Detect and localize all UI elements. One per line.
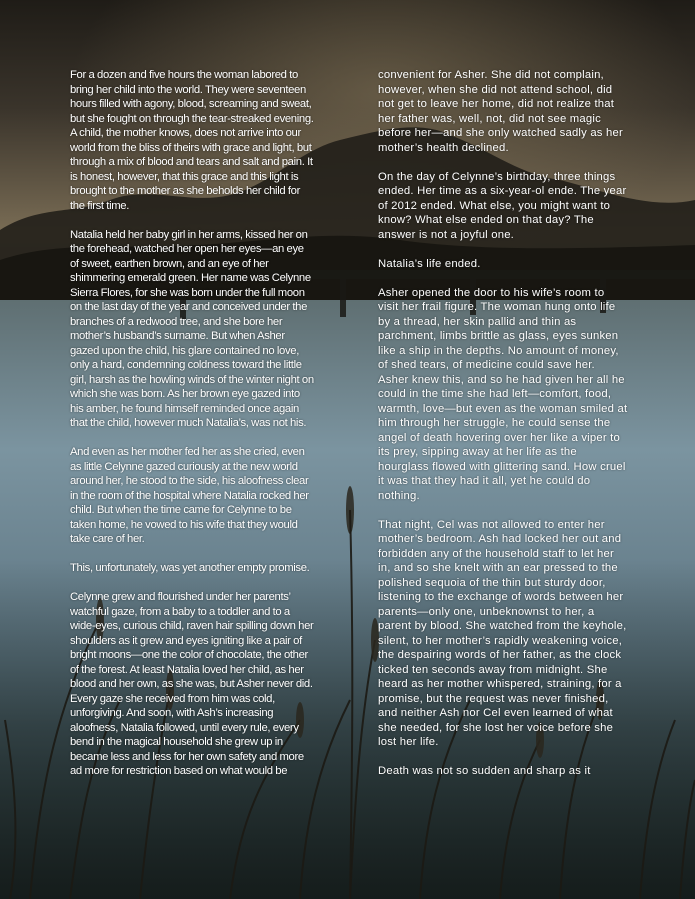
story-column-right [378, 68, 628, 793]
paragraph: Death was not so sudden and sharp as it [378, 765, 591, 777]
paragraph: On the day of Celynne’s birthday, three things ended. Her time as a six-year-ol ende. The year of 2012 ended. What else, you might want to know? What else ended on that day? The answer is not a joyful one. [378, 170, 627, 241]
paragraph: For a dozen and five hours the woman labored to bring her child into the world. They were seventeen hours filled with agony, blood, screaming and sweat, but she fought on through the tear-streaked evening. A child, the mother knows, does not arrive into our world from the bliss of theirs with grace and light, but through a mix of blood and tears and salt and pain. It is honest, however, that this grace and this light is brought to the mother as she beholds her child for the first time. [70, 69, 314, 212]
paragraph: Asher opened the door to his wife’s room to visit her frail figure. The woman hung onto life by a thread, her skin pallid and thin as parchment, limbs brittle as glass, eyes sunken like a ship in the depths. No amount of money, of shed tears, of medicine could save her. Asher knew this, and so he had given her all he could in the time she had left—comfort, food, warmth, love—but even as the woman smiled at him through her struggle, he could sense the angel of death hovering over her like a viper to its prey, sipping away at her life as the hourglass flowed with glittering sand. How cruel it was that they had it all, yet he could do nothing. [378, 286, 628, 502]
paragraph: Celynne grew and flourished under her parents’ watchful gaze, from a baby to a toddler and to a wide-eyes, curious child, raven hair spilling down her shoulders as it grew and eyes igniting like a pair of bright moons—one the color of chocolate, the other of the forest. At least Natalia loved her child, as her blood and her own, as she was, but Asher never did. Every gaze she received from him was cold, unforgiving. And soon, with Ash’s increasing aloofness, Natalia followed, until every rule, every bend in the magical household she grew up in became less and less for her own safety and more ad more for restriction based on what would be [70, 591, 314, 777]
paragraph: Natalia held her baby girl in her arms, kissed her on the forehead, watched her open her eyes—an eye of sweet, earthen brown, and an eye of her shimmering emerald green. Her name was Celynne Sierra Flores, for she was born under the full moon on the last day of the year and conceived under the branches of a redwood tree, and she bore her mother’s husband’s surname. But when Asher gazed upon the child, his glare contained no love, only a hard, condemning coldness toward the little girl, harsh as the howling winds of the winter night on which she was born. As her brown eye gazed into his amber, he found himself reminded once again that the child, however much Natalia’s, was not his. [70, 228, 314, 429]
paragraph: Natalia’s life ended. [378, 257, 481, 270]
paragraph: And even as her mother fed her as she cried, even as little Celynne gazed curiously at the new world around her, he stood to the side, his aloofness clear in the room of the hospital where Natalia rocked her child. But when the time came for Celynne to be taken home, he vowed to his wife that they would take care of her. [70, 446, 309, 545]
paragraph: convenient for Asher. She did not complain, however, when she did not attend school, did not get to leave her home, did not realize that her father was, well, not, did not see magic before her—and she only watched sadly as her mother’s health declined. [378, 69, 623, 154]
story-column-left [70, 68, 315, 793]
paragraph: That night, Cel was not allowed to enter her mother’s bedroom. Ash had locked her out and forbidden any of the household staff to let her in, and so she knelt with an ear pressed to the polished sequoia of the thin but sturdy door, listening to the exchange of words between her parents—only one, unbeknownst to her, a parent by blood. She watched from the keyhole, silent, to her mother’s rapidly weakening voice, the despairing words of her father, as the clock ticked ten seconds away from midnight. She heard as her mother whispered, straining, for a promise, but the request was never finished, and neither Ash nor Cel even learned of what she needed, for she lost her voice before she lost her life. [378, 518, 627, 748]
paragraph: This, unfortunately, was yet another empty promise. [70, 562, 310, 574]
